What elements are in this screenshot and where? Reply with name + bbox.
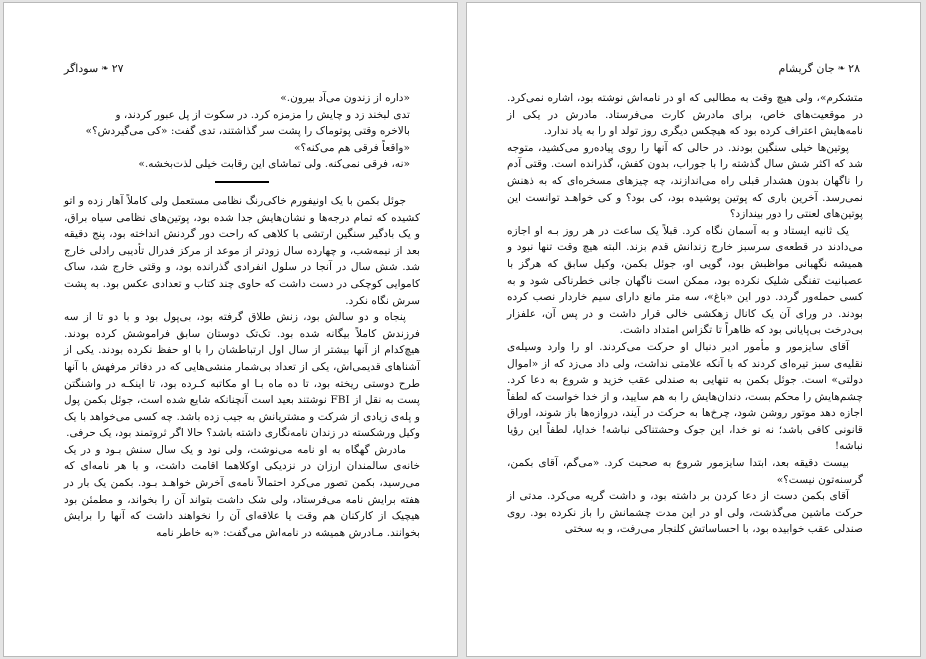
page-number: ۲۸ bbox=[848, 62, 860, 75]
dialogue-line: «نه، فرقی نمی‌کنه. ولی تماشای این رقابت خیلی لذت‌بخشه.» bbox=[138, 158, 410, 171]
running-title: سوداگر bbox=[64, 62, 99, 75]
section-divider bbox=[215, 181, 269, 183]
dialogue-line: «داره از زندون می‌آد بیرون.» bbox=[280, 92, 410, 104]
left-page-text bbox=[64, 90, 420, 541]
paragraph: پنجاه و دو سالش بود، زنش طلاق گرفته بود، بی‌پول بود و با دو تا از سه فرزندش کاملاً بیگانه شده بود. تک‌تک دوستان سابق فراموشش کرده بودند. هیچ‌کدام از آنها بیشتر از سال اول ارتباطشان را با او حفظ نکرده بودند. یکی از آشناهای قدیمی‌اش، یکی از تعداد بی‌شمار منشی‌هایی که در دفاتر مرفهش با آنها طرح دوستی ریخته بود، تا ده ماه بـا او مکاتبه کـرده بود، تا اینکـه در واشنگتن پست به نقل از FBI نوشتند بعید است آنچنانکه شایع شده است، جوئل بکمن پول و پله‌ی زیادی از شرکت و مشتریانش به جیب زده باشد. چه کسی می‌خواهد با یک وکیل ورشکسته در زندان نامه‌نگاری داشته باشد؟ حالا اگر ثروتمند بود، یک حرفی. bbox=[64, 311, 420, 440]
paragraph: جوئل بکمن با یک اونیفورم خاکی‌رنگ نظامی مستعمل ولی کاملاً آهار زده و اتو کشیده که تمام درجه‌ها و نشان‌هایش جدا شده بود، پوتین‌های نظامی سیاه براق، و یک بادگیر سنگین ارتشی با کلاهی که راحت دور گردنش انداخته بود، پنج دقیقه بعد از نیمه‌شب، و چهارده سال زودتر از موعد از مرکز فدرال تأدیبی رادلی خارج شد. شش سال در آنجا در سلول انفرادی گذرانده بود، و وقتی خارج شد، ساک کاموایی کوچکی در دست داشت که حاوی چند کتاب و تعدادی عکس بود. به پشت سرش نگاه نکرد. bbox=[64, 194, 420, 307]
paragraph: پوتین‌ها خیلی سنگین بودند. در حالی که آنها را روی پیاده‌رو می‌کشید، متوجه شد که اکثر شش سال گذشته را با جوراب، بدون کفش، گذرانده است. وقتی آدم را ناگهان بدون هشدار قبلی راه می‌اندازند، چه چیزهای مسخره‌ای که به ذهنش نمی‌رسد. آخرین باری که پوتین پوشیده بود، کی بود؟ و کی خواهـد توانست این پوتین‌های لعنتی را دور بیندازد؟ bbox=[507, 141, 863, 221]
right-page bbox=[466, 2, 921, 657]
ornament-icon: ❧ bbox=[837, 63, 846, 74]
ornament-icon: ❧ bbox=[101, 63, 109, 74]
dialogue-line: «واقعاً فرقی هم می‌کنه؟» bbox=[293, 141, 410, 154]
paragraph: آقای سایزمور و مأمور ادیر دنبال او حرکت می‌کردند. او را وارد وسیله‌ی نقلیه‌ی سبز تیره‌ای کردند که با آنکه علامتی نداشت، ولی داد می‌زد که از «اموال دولتی» است. جوئل بکمن به تنهایی به صندلی عقب خزید و شروع به دعا کرد. چشم‌هایش را محکم بست، دندان‌هایش را به هم سایید، و از خدا خواست که لطفاً اجازه دهد موتور روشن شود، چرخ‌ها به حرکت در آیند، دروازه‌ها باز شوند، اوراق قانونی کافی باشد؛ نه نو خدا، این جوک وحشتناکی نباشه! خدایا، لطفاً این رؤیا نباشه! bbox=[507, 340, 863, 453]
left-page-header bbox=[64, 62, 124, 75]
paragraph: آقای بکمن دست از دعا کردن بر داشته بود، و داشت گریه می‌کرد. مدتی از حرکت ماشین می‌گذشت، ولی او در این مدت چشمانش را باز نکرده بود. روی صندلی عقب خوابیده بود، با احساساتش کلنجار می‌رفت، و به سختی bbox=[507, 490, 863, 536]
left-page bbox=[3, 2, 458, 657]
page-number: ۲۷ bbox=[111, 62, 124, 75]
dialogue-line: تدی لبخند زد و چایش را مزمزه کرد. در سکوت از پل عبور کردند، و bbox=[115, 108, 410, 121]
running-title: جان گریشام bbox=[778, 62, 835, 75]
right-page-text bbox=[507, 90, 863, 538]
paragraph: متشکرم»، ولی هیچ وقت به مطالبی که او در نامه‌اش نوشته بود، اشاره نمی‌کرد. در موقعیت‌های خاص، برای مادرش کارت می‌فرستاد. مادرش در یکی از نامه‌هایش اعتراف کرده بود که هیچکس دیگری روز تولد او را به یاد ندارد. bbox=[507, 92, 863, 138]
dialogue-line: بالاخره وقتی پوتوماک را پشت سر گذاشتند، تدی گفت: «کی می‌گیردش؟» bbox=[85, 125, 410, 138]
paragraph: بیست دقیقه بعد، ابتدا سایزمور شروع به صحبت کرد. «می‌گم، آقای بکمن، گرسنه‌تون نیست؟» bbox=[507, 457, 863, 486]
paragraph: یک ثانیه ایستاد و به آسمان نگاه کرد. قبلاً یک ساعت در هر روز بـه او اجازه می‌دادند در قطعه‌ی سرسبز خارج زندانش قدم بزند. البته هیچ وقت تنها نبود و همیشه نگهبانی مواظبش بود، گویی او، جوئل بکمن، وکیل سابق که هرگز با عصبانیت تفنگی شلیک نکرده بود، ممکن است ناگهان جانی خطرناکی شود و به کسی حمله‌ور گردد. دور این «باغ»، سه متر مانع دارای سیم خاردار نصب کرده بودند. در ورای آن یک کانال زهکشی خالی قرار داشت و در پس آن، علفزار بی‌درخت بی‌پایانی بود که ظاهراً تا تگزاس امتداد داشت. bbox=[507, 224, 863, 337]
paragraph: مادرش گهگاه به او نامه می‌نوشت، ولی نود و یک سال سنش بـود و در یک خانه‌ی سالمندان ارزان در نزدیکی اوکلاهما اقامت داشت، و با هر نامه‌ای که می‌رسید، بکمن تصور می‌کرد احتمالاً نامه‌ی آخرش خواهـد بـود. بکمن یک بار در هفته برایش نامه می‌فرستاد، ولی شک داشت بتواند آن را بخواند، و مطمئن بود هیچیک از کارکنان هم وقت یا علاقه‌ای آن را نخواهند داشت که آنها را برایش بخوانند. مـادرش همیشه در نامه‌اش می‌گفت: «به خاطر نامه bbox=[64, 443, 420, 539]
right-page-header bbox=[779, 62, 860, 75]
